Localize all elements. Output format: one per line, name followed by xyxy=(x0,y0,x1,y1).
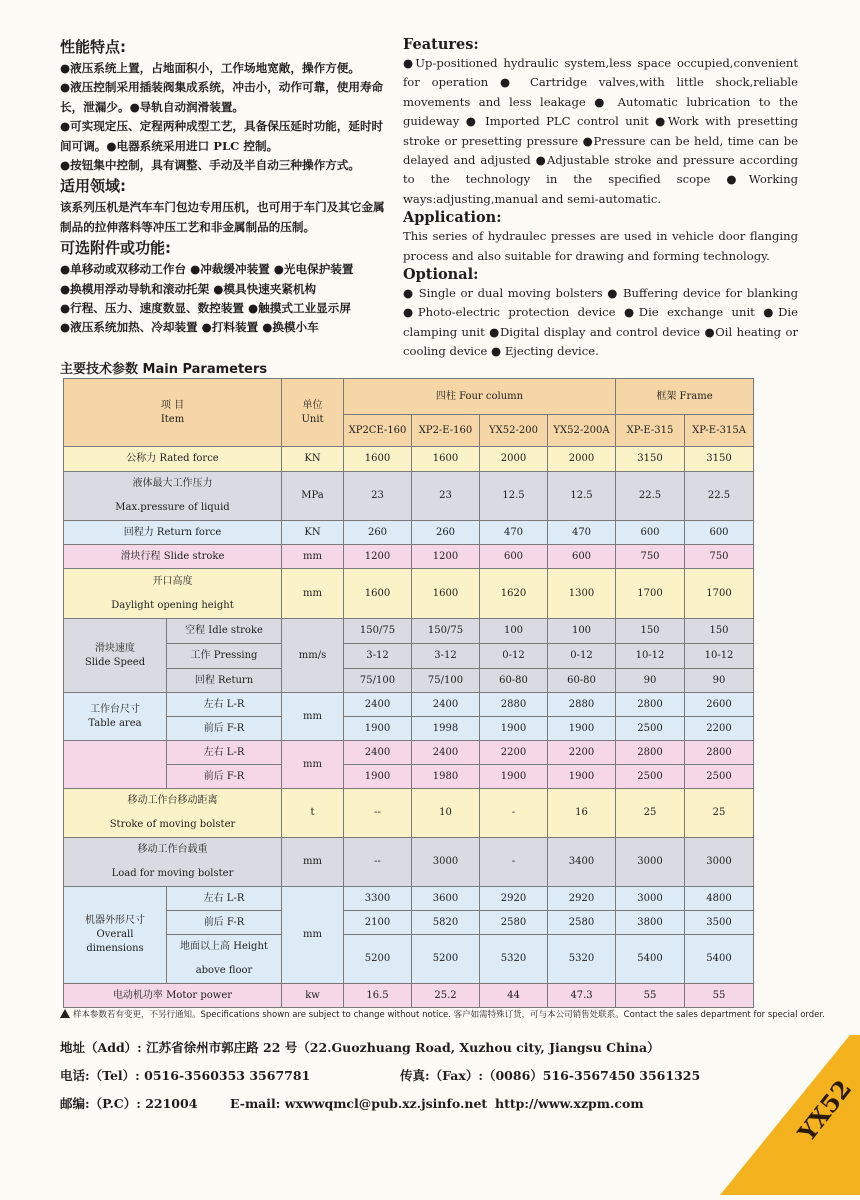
cell: 2100 xyxy=(344,911,412,935)
row-unit: t xyxy=(282,789,344,838)
model-header: YX52-200A xyxy=(548,415,616,447)
params-title: 主要技术参数 Main Parameters xyxy=(60,362,268,377)
sub-label: 左右 L-R xyxy=(167,741,282,765)
cell: 3-12 xyxy=(344,644,412,669)
cell: 44 xyxy=(480,984,548,1008)
table-row-slide-stroke xyxy=(64,545,754,569)
tel-line xyxy=(60,1066,700,1084)
sub-label xyxy=(167,935,282,984)
row-unit: mm xyxy=(282,741,344,789)
table-row-motor-power xyxy=(64,984,754,1008)
cell: 1600 xyxy=(412,569,480,619)
sub-label-2: above floor xyxy=(195,965,253,976)
cell: 75/100 xyxy=(412,669,480,693)
badge-text: YX52 xyxy=(791,1074,858,1147)
row-label-zh: 移动工作台载重 xyxy=(137,844,208,855)
cell: 23 xyxy=(412,472,480,521)
cell: 1900 xyxy=(480,717,548,741)
cell: 1900 xyxy=(344,717,412,741)
cell: 3400 xyxy=(548,838,616,887)
header-frame: 框架 Frame xyxy=(616,379,754,415)
row-unit: mm xyxy=(282,838,344,887)
cell: 1900 xyxy=(548,717,616,741)
row-label-zh: 机器外形尺寸 xyxy=(85,915,145,926)
cell: 2920 xyxy=(548,887,616,911)
cell: 3600 xyxy=(412,887,480,911)
cell: 3000 xyxy=(412,838,480,887)
table-row-overall-lr xyxy=(64,887,754,911)
cell: 2580 xyxy=(548,911,616,935)
cell: 1998 xyxy=(412,717,480,741)
en-features-text: ●Up-positioned hydraulic system,less space occupied,convenient for operation ● Cartridge valves,with little shock,reliable movements and less leakage ● Automatic lubrication to the guideway ● Imported PLC control unit ●Work with presetting stroke or presetting pressure ●Pressure can be held, time can be delayed and adjusted ●Adjustable stroke and pressure according to the technology in the specified scope ●Working ways:adjusting,manual and semi-automatic. xyxy=(403,56,798,206)
en-application-title: Application: xyxy=(403,209,502,227)
model-header: XP2CE-160 xyxy=(344,415,412,447)
cell: 2500 xyxy=(685,765,754,789)
cell: 750 xyxy=(616,545,685,569)
cell: 5320 xyxy=(548,935,616,984)
cell: 2800 xyxy=(685,741,754,765)
postal-line xyxy=(60,1094,644,1112)
model-header: XP-E-315 xyxy=(616,415,685,447)
en-optional-text: ● Single or dual moving bolsters ● Buffering device for blanking ●Photo-electric protection device ●Die exchange unit ●Die clamping unit ●Digital display and control device ●Oil heating or cooling device ● Ejecting device. xyxy=(403,286,798,359)
cell: 55 xyxy=(685,984,754,1008)
cell: -- xyxy=(344,838,412,887)
cell: 10 xyxy=(412,789,480,838)
cell: 4800 xyxy=(685,887,754,911)
postcode-text: 邮编:（P.C）: 221004 xyxy=(60,1096,198,1111)
header-four-column: 四柱 Four column xyxy=(344,379,616,415)
row-label: 回程力 Return force xyxy=(64,521,282,545)
table-row-bolster-stroke xyxy=(64,789,754,838)
sub-label: 左右 L-R xyxy=(167,693,282,717)
row-label xyxy=(64,789,282,838)
cell: 1600 xyxy=(344,569,412,619)
row-unit: kw xyxy=(282,984,344,1008)
zh-optional-item: ●液压系统加热、冷却装置 ●打料装置 ●换模小车 xyxy=(60,320,319,335)
table-row-daylight xyxy=(64,569,754,619)
table-row-speed-pressing xyxy=(64,644,754,669)
address-line: 地址（Add）: 江苏省徐州市郭庄路 22 号（22.Guozhuang Road, Xuzhou city, Jiangsu China） xyxy=(60,1040,660,1055)
table-row-table-area-lr xyxy=(64,693,754,717)
cell: 0-12 xyxy=(548,644,616,669)
warning-icon xyxy=(60,1009,70,1018)
cell: 1700 xyxy=(616,569,685,619)
zh-feature-item: ●可实现定压、定程两种成型工艺，具备保压延时功能，延时时间可调。●电器系统采用进口 PLC 控制。 xyxy=(60,119,384,153)
cell: 2200 xyxy=(685,717,754,741)
english-column xyxy=(403,36,798,362)
sub-label: 空程 Idle stroke xyxy=(167,619,282,644)
cell: 750 xyxy=(685,545,754,569)
model-header: XP2-E-160 xyxy=(412,415,480,447)
table-row-speed-return xyxy=(64,669,754,693)
cell: 3000 xyxy=(616,838,685,887)
row-label-en: Stroke of moving bolster xyxy=(109,819,236,830)
cell: 470 xyxy=(480,521,548,545)
cell: 2000 xyxy=(548,447,616,472)
en-application-text: This series of hydraulec presses are used in vehicle door flanging process and also suitable for drawing and forming technology. xyxy=(403,229,798,263)
cell: 60-80 xyxy=(548,669,616,693)
zh-optional-title: 可选附件或功能: xyxy=(60,239,171,258)
zh-feature-item: ●按钮集中控制，具有调整、手动及半自动三种操作方式。 xyxy=(60,158,360,173)
row-label-zh: 液体最大工作压力 xyxy=(132,478,213,489)
row-label-en: Daylight opening height xyxy=(111,599,234,611)
cell: 22.5 xyxy=(616,472,685,521)
cell: 16 xyxy=(548,789,616,838)
cell: 600 xyxy=(685,521,754,545)
cell: 600 xyxy=(616,521,685,545)
cell: 1620 xyxy=(480,569,548,619)
table-row-table-area2-lr xyxy=(64,741,754,765)
cell: 12.5 xyxy=(548,472,616,521)
cell: 600 xyxy=(548,545,616,569)
row-group-label xyxy=(64,619,167,693)
cell: 3150 xyxy=(616,447,685,472)
zh-application-title: 适用领域: xyxy=(60,177,126,196)
row-unit: mm xyxy=(282,693,344,741)
row-label: 公称力 Rated force xyxy=(64,447,282,472)
cell: 3000 xyxy=(616,887,685,911)
row-label-zh: 滑块速度 xyxy=(95,642,135,654)
zh-optional-item: ●换模用浮动导轨和滚动托架 ●模具快速夹紧机构 xyxy=(60,281,317,296)
cell: 3300 xyxy=(344,887,412,911)
row-unit: mm xyxy=(282,569,344,619)
cell: 5200 xyxy=(344,935,412,984)
row-label xyxy=(64,472,282,521)
header-item-zh: 项 目 xyxy=(160,399,185,411)
row-group-label xyxy=(64,693,167,741)
notice-text: 样本参数若有变更，不另行通知。Specifications shown are subject to change without notice. 客户如需特殊订货，可与本公司销售处联系。Contact the sales department for special order. xyxy=(73,1010,825,1020)
row-group-label-empty xyxy=(64,741,167,789)
cell: 1900 xyxy=(344,765,412,789)
table-row-return-force xyxy=(64,521,754,545)
cell: 2400 xyxy=(344,741,412,765)
cell: 90 xyxy=(616,669,685,693)
sub-label-1: 地面以上高 Height xyxy=(180,941,268,952)
cell: 1980 xyxy=(412,765,480,789)
email-link[interactable]: E-mail: wxwwqmcl@pub.xz.jsinfo.net xyxy=(230,1096,488,1111)
cell: 150 xyxy=(685,619,754,644)
cell: 2800 xyxy=(616,741,685,765)
cell: 2200 xyxy=(548,741,616,765)
cell: 2580 xyxy=(480,911,548,935)
zh-feature-item: ●液压系统上置，占地面积小，工作场地宽敞，操作方便。 xyxy=(60,61,360,75)
cell: 23 xyxy=(344,472,412,521)
cell: 1200 xyxy=(344,545,412,569)
cell: 2600 xyxy=(685,693,754,717)
cell: 1900 xyxy=(548,765,616,789)
zh-application-text: 该系列压机是汽车车门包边专用压机，也可用于车门及其它金属制品的拉伸落料等冲压工艺和非金属制品的压制。 xyxy=(60,200,385,234)
model-header: XP-E-315A xyxy=(685,415,754,447)
zh-optional-item: ●行程、压力、速度数显、数控装置 ●触摸式工业显示屏 xyxy=(60,301,351,316)
row-label-en: Load for moving bolster xyxy=(111,868,234,879)
en-features-title: Features: xyxy=(403,36,479,53)
cell: 100 xyxy=(480,619,548,644)
header-unit xyxy=(282,379,344,447)
cell: 2880 xyxy=(548,693,616,717)
cell: 1900 xyxy=(480,765,548,789)
cell: - xyxy=(480,838,548,887)
cell: 22.5 xyxy=(685,472,754,521)
cell: 2200 xyxy=(480,741,548,765)
row-label-en: Max.pressure of liquid xyxy=(115,502,230,513)
cell: 3500 xyxy=(685,911,754,935)
cell: 16.5 xyxy=(344,984,412,1008)
header-item xyxy=(64,379,282,447)
cell: 3800 xyxy=(616,911,685,935)
cell: 5400 xyxy=(685,935,754,984)
cell: 2500 xyxy=(616,717,685,741)
cell: 150/75 xyxy=(412,619,480,644)
cell: 60-80 xyxy=(480,669,548,693)
cell: 10-12 xyxy=(685,644,754,669)
sub-label: 前后 F-R xyxy=(167,765,282,789)
website-link[interactable]: http://www.xzpm.com xyxy=(495,1096,644,1111)
badge-shape xyxy=(720,1035,860,1195)
row-unit: mm/s xyxy=(282,619,344,693)
parameters-table-wrap xyxy=(63,378,753,1002)
header-unit-en: Unit xyxy=(301,413,324,425)
cell: 1200 xyxy=(412,545,480,569)
en-optional-title: Optional: xyxy=(403,266,479,284)
sub-label: 回程 Return xyxy=(167,669,282,693)
cell: 2800 xyxy=(616,693,685,717)
row-label xyxy=(64,838,282,887)
table-row-overall-fr xyxy=(64,911,754,935)
row-unit: KN xyxy=(282,447,344,472)
cell: 12.5 xyxy=(480,472,548,521)
cell: 1300 xyxy=(548,569,616,619)
cell: 0-12 xyxy=(480,644,548,669)
model-header: YX52-200 xyxy=(480,415,548,447)
cell: - xyxy=(480,789,548,838)
cell: 600 xyxy=(480,545,548,569)
row-unit: MPa xyxy=(282,472,344,521)
cell: 260 xyxy=(344,521,412,545)
cell: 1600 xyxy=(412,447,480,472)
cell: 150 xyxy=(616,619,685,644)
cell: 2400 xyxy=(412,693,480,717)
cell: 2400 xyxy=(344,693,412,717)
table-row-speed-idle xyxy=(64,619,754,644)
table-row-table-area2-fr xyxy=(64,765,754,789)
cell: 100 xyxy=(548,619,616,644)
row-label-zh: 开口高度 xyxy=(152,575,193,587)
cell: 2920 xyxy=(480,887,548,911)
row-label: 滑块行程 Slide stroke xyxy=(64,545,282,569)
cell: 1700 xyxy=(685,569,754,619)
parameters-table xyxy=(63,378,754,1008)
table-row-table-area-fr xyxy=(64,717,754,741)
cell: 3000 xyxy=(685,838,754,887)
cell: 25 xyxy=(685,789,754,838)
cell: 150/75 xyxy=(344,619,412,644)
cell: 1600 xyxy=(344,447,412,472)
sub-label: 工作 Pressing xyxy=(167,644,282,669)
cell: 25 xyxy=(616,789,685,838)
sub-label: 左右 L-R xyxy=(167,887,282,911)
row-label-en: dimensions xyxy=(86,943,144,954)
cell: 75/100 xyxy=(344,669,412,693)
row-label-zh: 工作台尺寸 xyxy=(90,703,140,715)
table-row-overall-height xyxy=(64,935,754,984)
cell: 5320 xyxy=(480,935,548,984)
tel-text: 电话:（Tel）: 0516-3560353 3567781 xyxy=(60,1068,311,1083)
zh-feature-item: ●液压控制采用插装阀集成系统，冲击小，动作可靠，使用寿命长，泄漏少。●导轨自动润滑装置。 xyxy=(60,80,384,114)
cell: 2500 xyxy=(616,765,685,789)
sub-label: 前后 F-R xyxy=(167,911,282,935)
header-item-en: Item xyxy=(160,413,185,425)
row-unit: KN xyxy=(282,521,344,545)
cell: 55 xyxy=(616,984,685,1008)
table-row-bolster-load xyxy=(64,838,754,887)
cell: 25.2 xyxy=(412,984,480,1008)
row-label-en: Overall xyxy=(96,929,134,940)
cell: 2880 xyxy=(480,693,548,717)
row-group-label xyxy=(64,887,167,984)
table-row-max-pressure xyxy=(64,472,754,521)
row-label-en: Table area xyxy=(88,717,142,729)
zh-features-title: 性能特点: xyxy=(60,38,126,56)
fax-text: 传真:（Fax）:（0086）516-3567450 3561325 xyxy=(400,1068,701,1083)
cell: 90 xyxy=(685,669,754,693)
cell: 2400 xyxy=(412,741,480,765)
cell: 3-12 xyxy=(412,644,480,669)
header-unit-zh: 单位 xyxy=(302,399,323,411)
sub-label: 前后 F-R xyxy=(167,717,282,741)
table-row-rated-force xyxy=(64,447,754,472)
cell: 2000 xyxy=(480,447,548,472)
notice xyxy=(60,1008,825,1020)
cell: 5820 xyxy=(412,911,480,935)
cell: 470 xyxy=(548,521,616,545)
row-unit: mm xyxy=(282,887,344,984)
zh-optional-item: ●单移动或双移动工作台 ●冲裁缓冲装置 ●光电保护装置 xyxy=(60,262,354,277)
row-label xyxy=(64,569,282,619)
row-label-en: Slide Speed xyxy=(84,656,146,668)
row-unit: mm xyxy=(282,545,344,569)
cell: 10-12 xyxy=(616,644,685,669)
cell: 260 xyxy=(412,521,480,545)
row-label-zh: 移动工作台移动距离 xyxy=(127,795,218,806)
cell: 3150 xyxy=(685,447,754,472)
cell: -- xyxy=(344,789,412,838)
chinese-column xyxy=(60,36,390,338)
model-badge xyxy=(720,1035,860,1195)
cell: 5200 xyxy=(412,935,480,984)
cell: 47.3 xyxy=(548,984,616,1008)
row-label: 电动机功率 Motor power xyxy=(64,984,282,1008)
cell: 5400 xyxy=(616,935,685,984)
